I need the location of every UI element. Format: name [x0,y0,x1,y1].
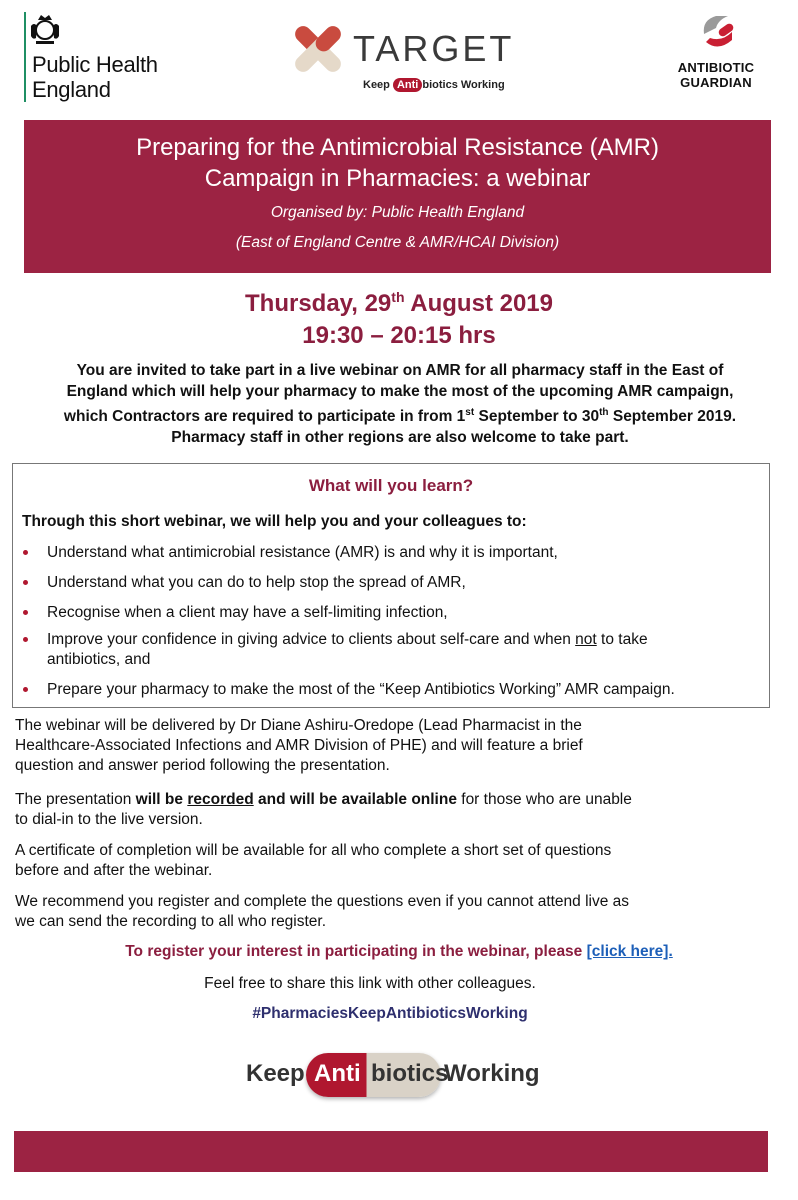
learn-box [12,463,770,708]
delivery-line3: question and answer period following the presentation. [15,757,390,774]
learn-bullet4-not: not [575,631,597,648]
intro-line3a: which Contractors are required to participate in from 1 [63,408,466,426]
recording-line1 [15,790,775,810]
intro-line1: You are invited to take part in a live webinar on AMR for all pharmacy staff in the East of [76,362,724,379]
recording-d: and will be available online [253,791,457,808]
intro-line3c: September 2019. [608,408,737,426]
recording-b: will be [135,791,188,808]
antibiotic-guardian-logo [668,10,764,104]
certificate-paragraph [15,841,775,881]
banner-title-line1: Preparing for the Antimicrobial Resistance (AMR) [136,134,659,161]
recommend-paragraph [15,892,775,932]
intro-line4: Pharmacy staff in other regions are also welcome to take part. [171,429,629,447]
phe-logo [22,12,172,102]
phe-logo-rule [24,12,26,102]
banner-organised: Organised by: Public Health England [270,204,525,221]
banner-division: (East of England Centre & AMR/HCAI Division) [235,234,560,251]
delivery-line1: The webinar will be delivered by Dr Diane Ashiru-Oredope (Lead Pharmacist in the [15,717,582,734]
intro-line3b: September to 30 [474,408,600,426]
event-day: Thursday, 29 [245,290,392,317]
register-text: To register your interest in participating in the webinar, please [125,943,587,960]
recording-e: for those who are unable [456,791,632,808]
kaw-biotics: biotics [371,1060,449,1087]
kaw-keep: Keep [246,1060,305,1087]
target-wordmark: TARGET [353,28,515,69]
hand-pill-icon [698,12,738,56]
certificate-line2: before and after the webinar. [15,862,213,879]
crossed-pills-icon [285,16,351,82]
learn-bullet: Prepare your pharmacy to make the most of the “Keep Antibiotics Working” AMR campaign. [47,680,763,700]
royal-crest-icon [28,12,62,46]
delivery-line2: Healthcare-Associated Infections and AMR Division of PHE) and will feature a brief [15,737,583,754]
target-tagline-keep: Keep [363,79,390,91]
learn-bullet4-c: antibiotics, and [47,651,151,668]
event-date [0,289,798,318]
event-day-suffix: th [391,289,405,305]
learn-bullet4-a: Improve your confidence in giving advice to clients about self-care and when [47,631,576,648]
intro-line2: England which will help your pharmacy to make the most of the upcoming AMR campaign, [66,383,734,400]
hashtag: #PharmaciesKeepAntibioticsWorking [252,1005,528,1022]
register-line [0,943,798,961]
keep-antibiotics-working-logo [246,1050,540,1100]
certificate-line1: A certificate of completion will be available for all who complete a short set of questions [15,842,612,859]
recording-line2: to dial-in to the live version. [15,811,203,828]
intro-sup-st: st [465,407,475,418]
intro-line3 [10,402,790,427]
recording-c: recorded [187,791,254,808]
phe-name-line1: Public Health [32,52,158,77]
target-tagline [363,78,505,92]
learn-bullet: Understand what antimicrobial resistance (AMR) is and why it is important, [47,543,763,563]
register-link[interactable]: [click here]. [586,943,673,960]
intro-paragraph [10,360,790,448]
learn-bullet: Understand what you can do to help stop the spread of AMR, [47,573,763,593]
recording-paragraph [15,790,775,830]
delivery-paragraph [15,716,775,776]
phe-name-line2: England [32,77,111,102]
event-time: 19:30 – 20:15 hrs [302,322,496,349]
kaw-working: Working [444,1060,540,1087]
learn-heading: What will you learn? [308,476,474,495]
recommend-line1: We recommend you register and complete the questions even if you cannot attend live as [15,893,630,910]
guardian-line2: GUARDIAN [680,75,752,90]
share-text: Feel free to share this link with other colleagues. [204,975,536,992]
learn-lead: Through this short webinar, we will help you and your colleagues to: [22,513,527,530]
target-logo [285,16,515,102]
footer-bar [14,1131,768,1172]
banner-title-line2: Campaign in Pharmacies: a webinar [204,165,591,192]
learn-bullet [47,630,763,670]
banner-title [24,132,771,194]
event-month-year: August 2019 [404,290,553,317]
title-banner [24,120,771,273]
intro-sup-th: th [599,407,609,418]
kaw-anti: Anti [314,1060,361,1087]
learn-bullet: Recognise when a client may have a self-limiting infection, [47,603,763,623]
target-tagline-rest: biotics Working [422,79,505,91]
guardian-line1: ANTIBIOTIC [677,60,755,75]
recording-a: The presentation [15,791,136,808]
learn-bullet4-b: to take [596,631,648,648]
target-tagline-anti: Anti [393,78,422,92]
recommend-line2: we can send the recording to all who register. [15,913,327,930]
